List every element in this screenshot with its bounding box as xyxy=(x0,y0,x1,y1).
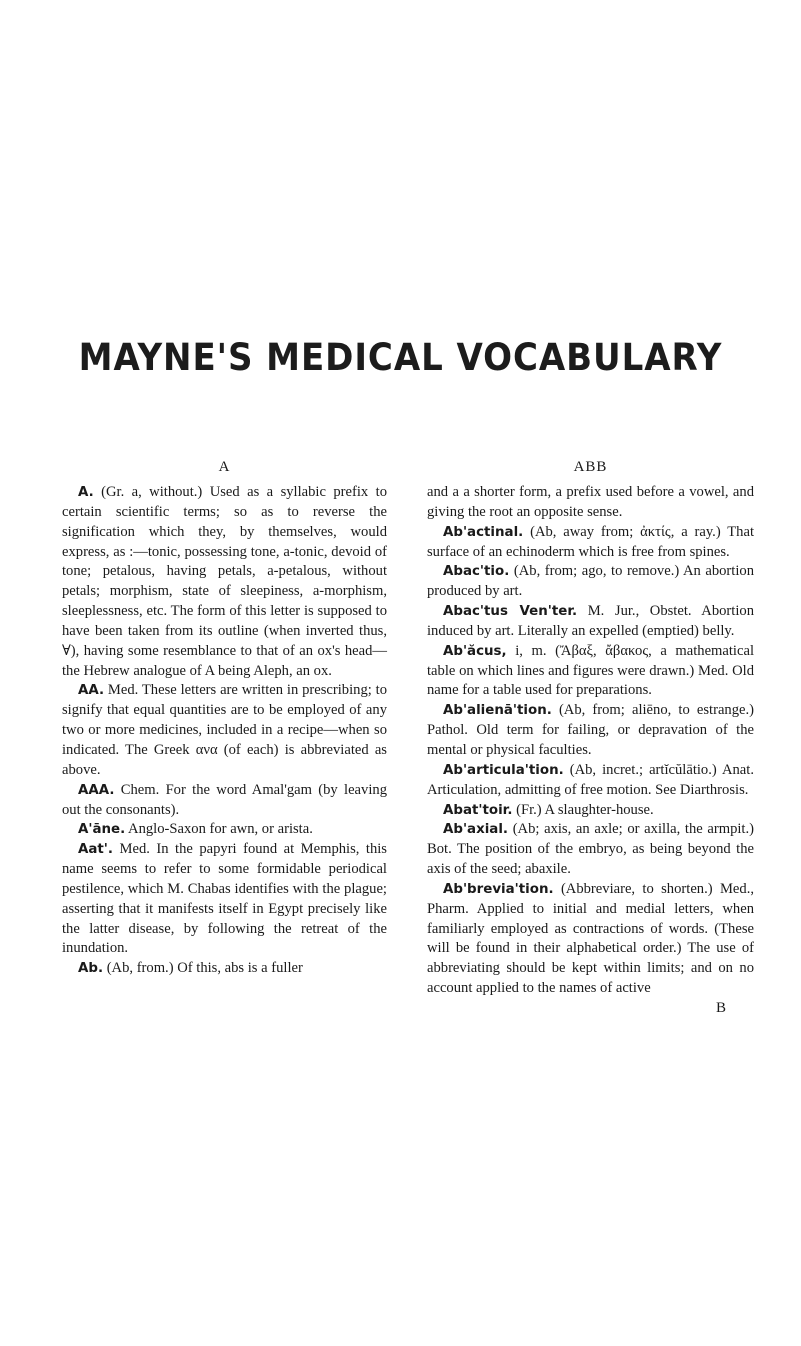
signature-mark: B xyxy=(715,999,726,1016)
entry-headword: Abac'tus Ven'ter. xyxy=(443,604,578,620)
entry-text: (Ab, from; ago, to remove.) An abortion produced by art. xyxy=(427,563,754,600)
entry-headword: AAA. xyxy=(78,782,115,798)
entry-text: (Fr.) A slaughter-house. xyxy=(512,801,654,818)
left-column-heading: A xyxy=(218,459,231,475)
entry-text: (Abbreviare, to shorten.) Med., Pharm. Applied to initial and medial letters, when familiarly employed as contractions of words. (These will be found in their alphabetical order.) The use of abbreviating should be kept within limits; and on no account applied to the names of active xyxy=(427,880,754,997)
dictionary-entry xyxy=(427,801,754,821)
dictionary-entry xyxy=(427,642,754,702)
dictionary-entry xyxy=(62,840,387,959)
dictionary-entry-continuation xyxy=(427,483,754,523)
right-column-heading: ABB xyxy=(573,459,608,475)
dictionary-entry xyxy=(427,523,754,563)
left-entries xyxy=(62,483,387,979)
entry-text: (Ab, away from; ἀκτίς, a ray.) That surface of an echinoderm which is free from spines. xyxy=(427,523,754,560)
dictionary-entry xyxy=(427,820,754,880)
dictionary-entry xyxy=(62,483,387,681)
entry-headword: Ab'axial. xyxy=(443,822,509,838)
entry-headword: A'āne. xyxy=(78,822,126,838)
entry-text: Anglo-Saxon for awn, or arista. xyxy=(125,821,313,838)
entry-headword: Abac'tio. xyxy=(443,564,510,580)
dictionary-entry xyxy=(62,820,387,840)
entry-headword: Ab'ăcus, xyxy=(443,643,507,659)
dictionary-entry xyxy=(62,959,387,979)
entry-text: (Ab, incret.; artĭcŭlātio.) Anat. Articulation, admitting of free motion. See Diarthrosis. xyxy=(427,761,754,798)
right-column xyxy=(427,457,754,1018)
right-entries xyxy=(427,483,754,999)
entry-text: (Ab, from; aliēno, to estrange.) Pathol. Old term for failing, or depravation of the mental or physical faculties. xyxy=(427,702,754,758)
entry-text: Chem. For the word Amal'gam (by leaving out the consonants). xyxy=(62,781,387,818)
entry-text: (Ab, from.) Of this, abs is a fuller xyxy=(103,960,303,977)
entry-headword: Ab'articula'tion. xyxy=(443,762,564,778)
entry-text: Med. These letters are written in prescribing; to signify that equal quantities are to be employed of any two or more medicines, included in a recipe—when so indicated. The Greek ανα (of each) is abbreviated as above. xyxy=(62,682,387,778)
dictionary-entry xyxy=(427,602,754,642)
entry-text: Med. In the papyri found at Memphis, this name seems to refer to some formidable periodical pestilence, which M. Chabas identifies with the plague; asserting that it manifests itself in Egypt precisely like the latter disease, by following the retreat of the inundation. xyxy=(62,841,387,957)
entry-headword: Ab. xyxy=(78,961,104,977)
dictionary-entry xyxy=(427,761,754,801)
entry-text: (Gr. a, without.) Used as a syllabic prefix to certain scientific terms; so as to reverse the signification which they, by themselves, would express, as :—tonic, possessing tone, a-tonic, devoid of tone; petalous, having petals, a-petalous, without petals; morphism, state of sleepiness, a-morphism, sleeplessness, etc. The form of this letter is supposed to have been taken from its outline (when inverted thus, ∀), having some resemblance to that of an ox's head—the Hebrew analogue of A being Aleph, an ox. xyxy=(62,484,387,679)
dictionary-entry xyxy=(427,701,754,761)
entry-headword: Abat'toir. xyxy=(443,802,513,818)
entry-text: M. Jur., Obstet. Abortion induced by art. Literally an expelled (emptied) belly. xyxy=(427,603,754,639)
dictionary-entry xyxy=(62,781,387,821)
entry-headword: Ab'alienā'tion. xyxy=(443,703,552,719)
entry-headword: Ab'actinal. xyxy=(443,524,524,540)
entry-text: and a a shorter form, a prefix used before a vowel, and giving the root an opposite sense. xyxy=(427,484,754,520)
dictionary-entry xyxy=(62,681,387,780)
page-title: MAYNE'S MEDICAL VOCABULARY xyxy=(78,336,723,379)
entry-text: (Ab; axis, an axle; or axilla, the armpit.) Bot. The position of the embryo, as being beyond the axis of the seed; abaxile. xyxy=(427,821,754,878)
entry-headword: AA. xyxy=(78,683,105,699)
dictionary-entry xyxy=(427,880,754,999)
entry-headword: Ab'brevia'tion. xyxy=(443,881,554,897)
dictionary-entry xyxy=(427,562,754,602)
entry-headword: Aat'. xyxy=(78,842,113,858)
entry-text: i, m. (Ἄβαξ, ἄβακος, a mathematical table on which lines and figures were drawn.) Med. Old name for a table used for preparations. xyxy=(427,642,754,699)
entry-headword: A. xyxy=(78,485,94,500)
left-column xyxy=(62,457,387,979)
